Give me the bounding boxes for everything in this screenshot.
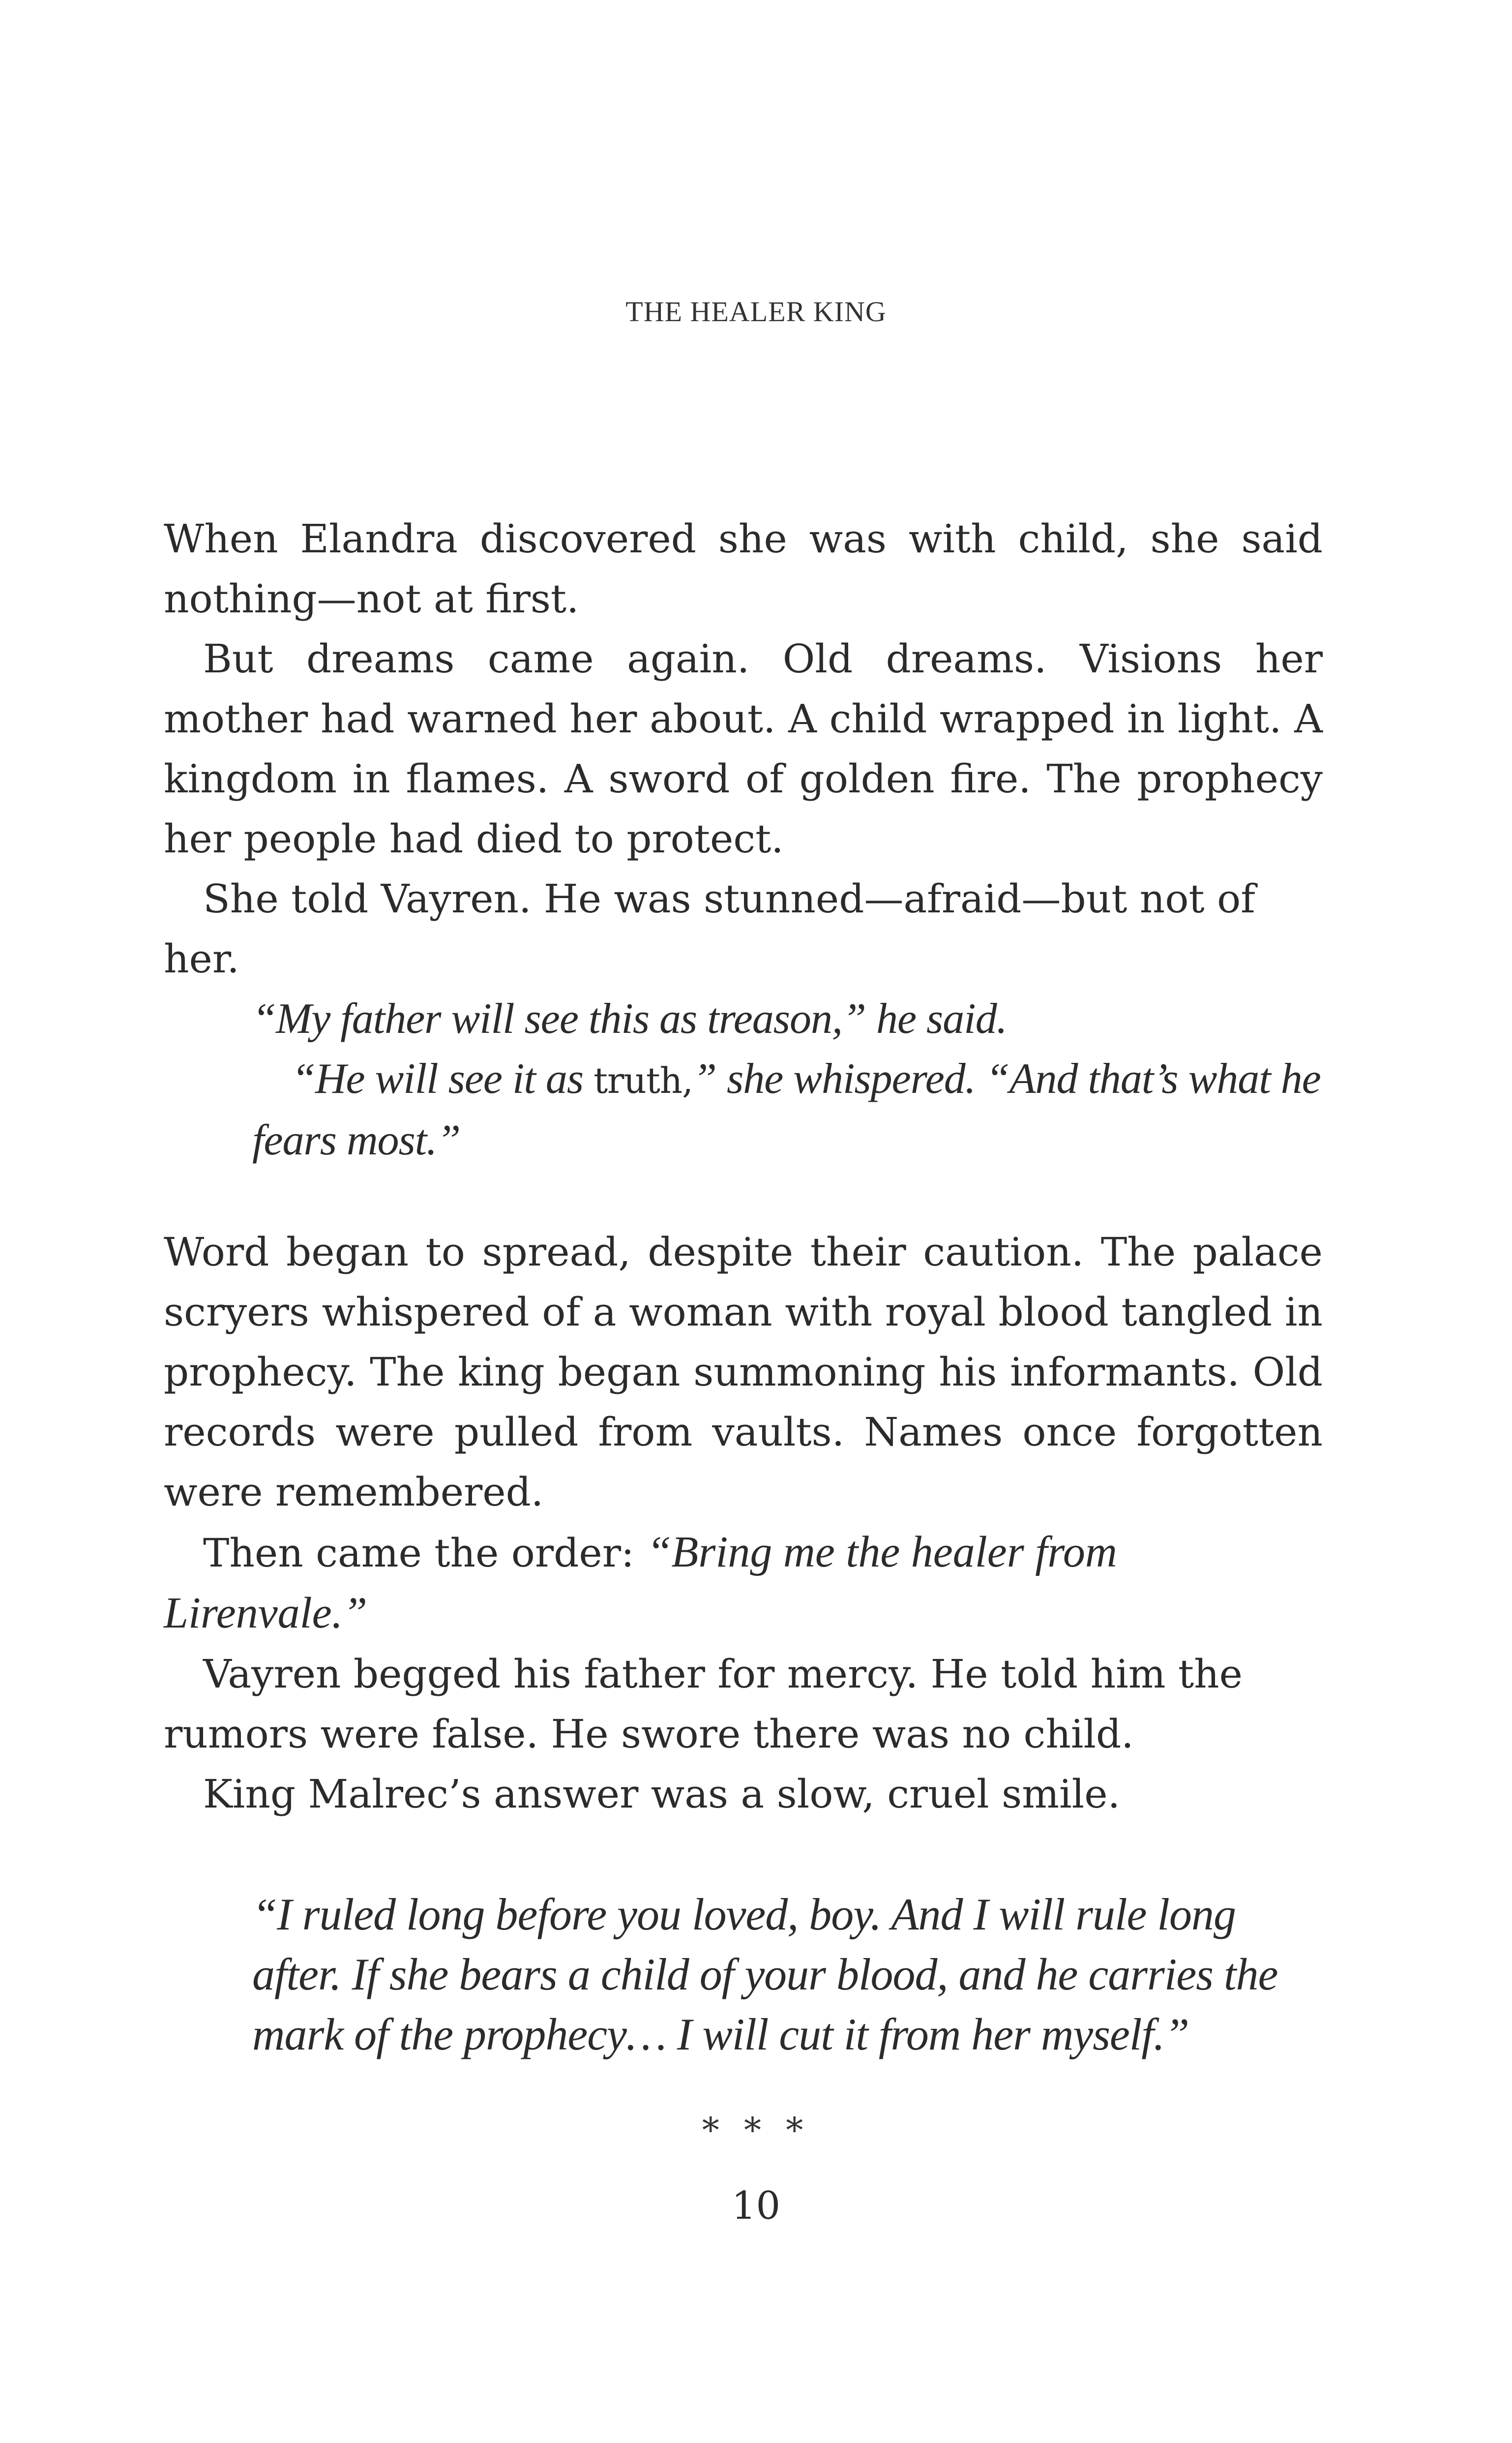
king-quote: “I ruled long before you loved, boy. And I will rule long after. If she bears a child of your blood, and he carries the mark of the prophecy… I will cut it from her myself.” [252,1889,1278,2059]
paragraph-1: When Elandra discovered she was with child, she said nothing—not at first. [164,516,1323,622]
dialogue-line-2-part-a: “He will see it as [292,1055,594,1103]
paragraph-gap [164,1824,1323,1884]
scene-break: * * * [702,2110,810,2150]
dialogue-line-1: “My father will see this as treason,” he said. [252,995,1007,1043]
paragraph-5-lead: Then came the order: [203,1530,647,1576]
running-head: THE HEALER KING [625,296,887,328]
dialogue-line-2 [164,1049,1323,1171]
dialogue-line-2-part-c: ” she whispered. “And that’s what he fears most.” [252,1055,1321,1164]
paragraph-3: She told Vayren. He was stunned—afraid—but not of her. [164,876,1255,982]
paragraph-6: Vayren begged his father for mercy. He told him the rumors were false. He swore there was no child. [164,1651,1243,1757]
paragraph-5 [164,1522,1323,1644]
paragraph-7: King Malrec’s answer was a slow, cruel smile. [203,1771,1120,1817]
paragraph-gap [164,1171,1323,1222]
dialogue-line-2-emphasis: truth, [593,1060,693,1101]
body-text [164,509,1323,2064]
page-number: 10 [731,2184,781,2228]
paragraph-4: Word began to spread, despite their caution. The palace scryers whispered of a woman with royal blood tangled in prophecy. The king began summoning his informants. Old records were pulled from vaults. Names once forgotten were remembered. [164,1229,1323,1515]
paragraph-5-quote: “Bring me the healer from Lirenvale.” [164,1528,1117,1637]
paragraph-2: But dreams came again. Old dreams. Visions her mother had warned her about. A child wrapped in light. A kingdom in flames. A sword of golden fire. The prophecy her people had died to protect. [164,636,1323,862]
